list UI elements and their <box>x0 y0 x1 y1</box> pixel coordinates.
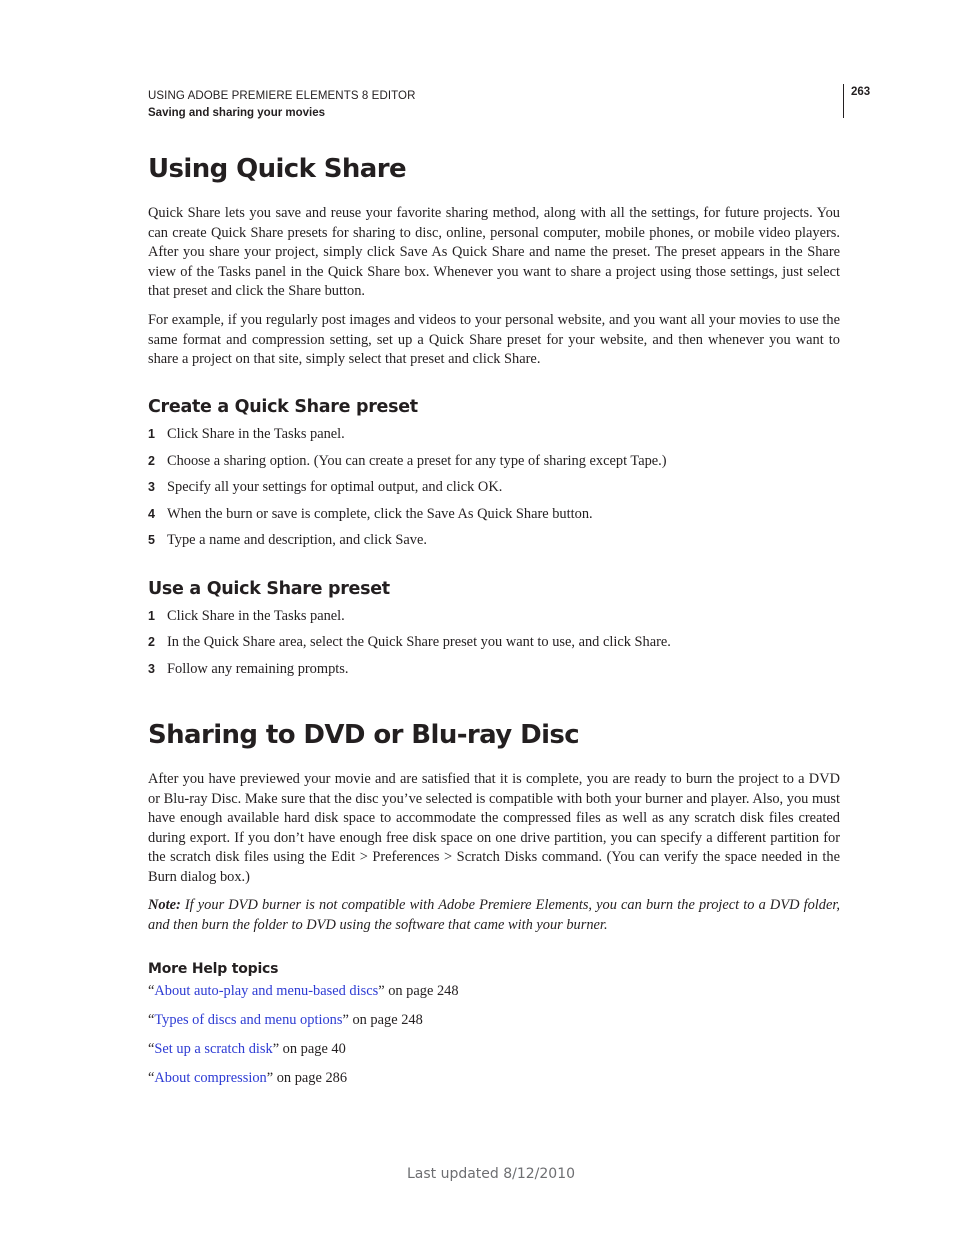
step-text: Choose a sharing option. (You can create a preset for any type of sharing except Tape.) <box>167 453 667 469</box>
step-text: Click Share in the Tasks panel. <box>167 608 345 624</box>
note <box>148 896 840 935</box>
step-text: When the burn or save is complete, click the Save As Quick Share button. <box>167 506 593 522</box>
step-number: 2 <box>148 454 155 468</box>
subsection-title-use-preset: Use a Quick Share preset <box>148 579 390 599</box>
paragraph: After you have previewed your movie and are satisfied that it is complete, you are ready to burn the project to a DVD or Blu-ray Disc. Make sure that the disc you’ve selected is compatible with both your burner and player. Also, you must have enough available hard disk space to accommodate the compressed files as well as any scratch disk files created during export. If you don’t have enough free disk space on one drive partition, you can specify a different partition for the scratch disk files using the Edit > Preferences > Scratch Disks command. (You can verify the space needed in the Burn dialog box.) <box>148 771 840 885</box>
page-reference: ” on page 40 <box>272 1041 346 1057</box>
help-link-item <box>148 1069 347 1089</box>
page-number: 263 <box>851 86 871 98</box>
last-updated: Last updated 8/12/2010 <box>406 1166 576 1182</box>
paragraph: For example, if you regularly post images and videos to your personal website, and you want all your movies to use the same format and compression setting, set up a Quick Share preset for your website, and then whenever you want to share a project on that site, simply select that preset and click Share. <box>148 312 840 368</box>
link-auto-play-discs[interactable]: About auto-play and menu-based discs <box>154 983 379 999</box>
section-title-quick-share: Using Quick Share <box>148 154 406 184</box>
step-text: Click Share in the Tasks panel. <box>167 426 345 442</box>
paragraph: Quick Share lets you save and reuse your favorite sharing method, along with all the settings, for future projects. You can create Quick Share presets for sharing to disc, online, personal computer, mobile phones, or mobile video players. After you share your project, simply click Save As Quick Share and name the preset. The preset appears in the Share view of the Tasks panel in the Quick Share box. Whenever you want to share a project using those settings, just select that preset and click the Share button. <box>148 205 840 300</box>
step-text: Follow any remaining prompts. <box>167 661 349 677</box>
link-scratch-disk[interactable]: Set up a scratch disk <box>154 1041 273 1057</box>
note-text: If your DVD burner is not compatible with Adobe Premiere Elements, you can burn the project to a DVD folder, and then burn the folder to DVD using the software that came with your burner. <box>148 897 840 933</box>
help-link-item <box>148 982 459 1002</box>
section-title-dvd-bluray: Sharing to DVD or Blu-ray Disc <box>148 720 580 750</box>
quote-open: “ <box>148 1012 155 1028</box>
step-text: In the Quick Share area, select the Quick Share preset you want to use, and click Share. <box>167 634 671 650</box>
note-label: Note: <box>148 897 181 913</box>
step-number: 1 <box>148 427 155 441</box>
header-divider <box>843 84 844 118</box>
quote-open: “ <box>148 983 155 999</box>
step-number: 4 <box>148 507 155 521</box>
more-help-title: More Help topics <box>148 961 279 977</box>
step-text: Type a name and description, and click Save. <box>167 532 427 548</box>
step-number: 5 <box>148 533 155 547</box>
subsection-title-create-preset: Create a Quick Share preset <box>148 397 418 417</box>
footer <box>0 1166 954 1182</box>
book-title: USING ADOBE PREMIERE ELEMENTS 8 EDITOR <box>148 90 416 102</box>
help-link-item <box>148 1011 423 1031</box>
step-number: 2 <box>148 635 155 649</box>
link-about-compression[interactable]: About compression <box>154 1070 267 1086</box>
running-header <box>148 88 416 122</box>
step-number: 3 <box>148 662 155 676</box>
step-text: Specify all your settings for optimal output, and click OK. <box>167 479 503 495</box>
page-reference: ” on page 248 <box>342 1012 423 1028</box>
chapter-title: Saving and sharing your movies <box>148 107 326 119</box>
help-link-item <box>148 1040 346 1060</box>
quote-open: “ <box>148 1041 155 1057</box>
step-number: 1 <box>148 609 155 623</box>
page-reference: ” on page 248 <box>378 983 459 999</box>
quote-open: “ <box>148 1070 155 1086</box>
link-types-of-discs[interactable]: Types of discs and menu options <box>154 1012 343 1028</box>
page-reference: ” on page 286 <box>266 1070 348 1086</box>
step-number: 3 <box>148 480 155 494</box>
